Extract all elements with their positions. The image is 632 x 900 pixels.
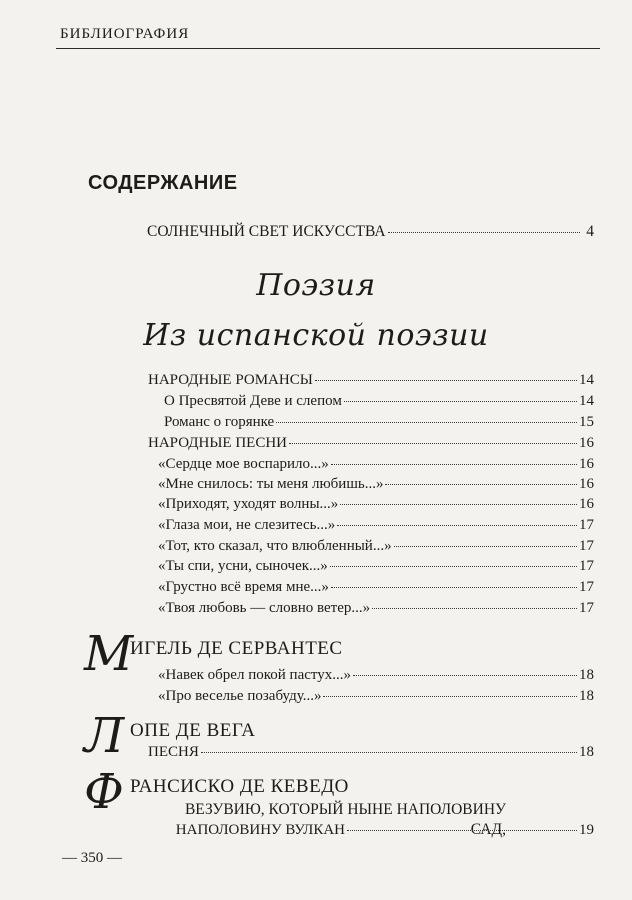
toc-entry[interactable] bbox=[158, 515, 594, 535]
author-name: ОПЕ ДЕ ВЕГА bbox=[130, 720, 256, 741]
dot-leader bbox=[276, 422, 577, 423]
toc-entry[interactable] bbox=[164, 412, 594, 432]
entry-title: Романс о горянке bbox=[164, 414, 275, 430]
dot-leader bbox=[353, 675, 577, 676]
toc-entry[interactable] bbox=[158, 577, 594, 597]
page-number: — 350 — bbox=[62, 850, 122, 866]
dot-leader bbox=[340, 504, 577, 505]
entry-title: «Глаза мои, не слезитесь...» bbox=[158, 517, 336, 533]
entry-page: 17 bbox=[579, 538, 594, 554]
toc-entry[interactable] bbox=[158, 474, 594, 494]
entry-page: 17 bbox=[579, 600, 594, 616]
dot-leader bbox=[385, 484, 577, 485]
entry-title: «Приходят, уходят волны...» bbox=[158, 496, 339, 512]
entry-page: 16 bbox=[579, 496, 594, 512]
entry-page: 18 bbox=[579, 667, 594, 683]
entry-page: 16 bbox=[579, 476, 594, 492]
toc-entry[interactable] bbox=[148, 370, 594, 390]
entry-page: 14 bbox=[579, 372, 594, 388]
dot-leader bbox=[323, 696, 577, 697]
entry-title: СОЛНЕЧНЫЙ СВЕТ ИСКУССТВА bbox=[147, 223, 386, 240]
entry-page: 16 bbox=[579, 456, 594, 472]
toc-entry[interactable] bbox=[148, 433, 594, 453]
toc-entry[interactable] bbox=[150, 820, 594, 840]
entry-title: «Мне снилось: ты меня любишь...» bbox=[158, 476, 384, 492]
dot-leader bbox=[331, 464, 577, 465]
dot-leader bbox=[344, 401, 577, 402]
toc-entry[interactable] bbox=[158, 686, 594, 706]
entry-title: «Тот, кто сказал, что влюбленный...» bbox=[158, 538, 392, 554]
running-head: БИБЛИОГРАФИЯ bbox=[60, 26, 190, 42]
entry-page: 17 bbox=[579, 579, 594, 595]
entry-title: ПЕСНЯ bbox=[148, 744, 199, 760]
toc-entry[interactable] bbox=[148, 742, 594, 762]
entry-title: «Грустно всё время мне...» bbox=[158, 579, 329, 595]
section-heading-poetry: Поэзия bbox=[256, 268, 376, 303]
dot-leader bbox=[315, 380, 577, 381]
entry-page: 18 bbox=[579, 688, 594, 704]
toc-entry-title-line[interactable]: ВЕЗУВИЮ, КОТОРЫЙ НЫНЕ НАПОЛОВИНУ САД, bbox=[184, 801, 506, 838]
dot-leader bbox=[388, 232, 580, 233]
entry-title: «Навек обрел покой пастух...» bbox=[158, 667, 351, 683]
header-rule bbox=[56, 48, 600, 49]
toc-entry[interactable] bbox=[164, 391, 594, 411]
entry-page: 17 bbox=[579, 517, 594, 533]
dot-leader bbox=[347, 830, 577, 831]
entry-title: «Твоя любовь — словно ветер...» bbox=[158, 600, 371, 616]
dot-leader bbox=[289, 443, 577, 444]
toc-entry[interactable] bbox=[158, 556, 594, 576]
entry-title: «Сердце мое воспарило...» bbox=[158, 456, 329, 472]
drop-cap: М bbox=[84, 626, 134, 682]
dot-leader bbox=[201, 752, 577, 753]
entry-page: 15 bbox=[579, 414, 594, 430]
toc-entry[interactable] bbox=[158, 665, 594, 685]
toc-entry[interactable] bbox=[158, 598, 594, 618]
toc-entry[interactable] bbox=[158, 454, 594, 474]
entry-title: НАПОЛОВИНУ ВУЛКАН bbox=[175, 822, 345, 838]
dot-leader bbox=[394, 546, 577, 547]
toc-entry-intro[interactable] bbox=[147, 222, 594, 242]
author-name: ИГЕЛЬ ДЕ СЕРВАНТЕС bbox=[130, 638, 343, 659]
entry-page: 4 bbox=[586, 223, 594, 240]
entry-title: НАРОДНЫЕ РОМАНСЫ bbox=[148, 372, 313, 388]
entry-page: 19 bbox=[579, 822, 594, 838]
dot-leader bbox=[337, 525, 577, 526]
subsection-heading-spanish: Из испанской поэзии bbox=[143, 318, 489, 353]
entry-title: НАРОДНЫЕ ПЕСНИ bbox=[148, 435, 287, 451]
entry-title: «Про веселье позабуду...» bbox=[158, 688, 322, 704]
drop-cap: Ф bbox=[84, 764, 124, 820]
drop-cap: Л bbox=[84, 708, 125, 764]
entry-page: 14 bbox=[579, 393, 594, 409]
toc-title: СОДЕРЖАНИЕ bbox=[88, 172, 238, 194]
entry-title: «Ты спи, усни, сыночек...» bbox=[158, 558, 328, 574]
entry-page: 17 bbox=[579, 558, 594, 574]
entry-page: 16 bbox=[579, 435, 594, 451]
entry-title: О Пресвятой Деве и слепом bbox=[164, 393, 342, 409]
author-name: РАНСИСКО ДЕ КЕВЕДО bbox=[130, 776, 349, 797]
entry-page: 18 bbox=[579, 744, 594, 760]
toc-entry[interactable] bbox=[158, 494, 594, 514]
toc-entry[interactable] bbox=[158, 536, 594, 556]
dot-leader bbox=[372, 608, 577, 609]
dot-leader bbox=[331, 587, 577, 588]
dot-leader bbox=[330, 566, 577, 567]
